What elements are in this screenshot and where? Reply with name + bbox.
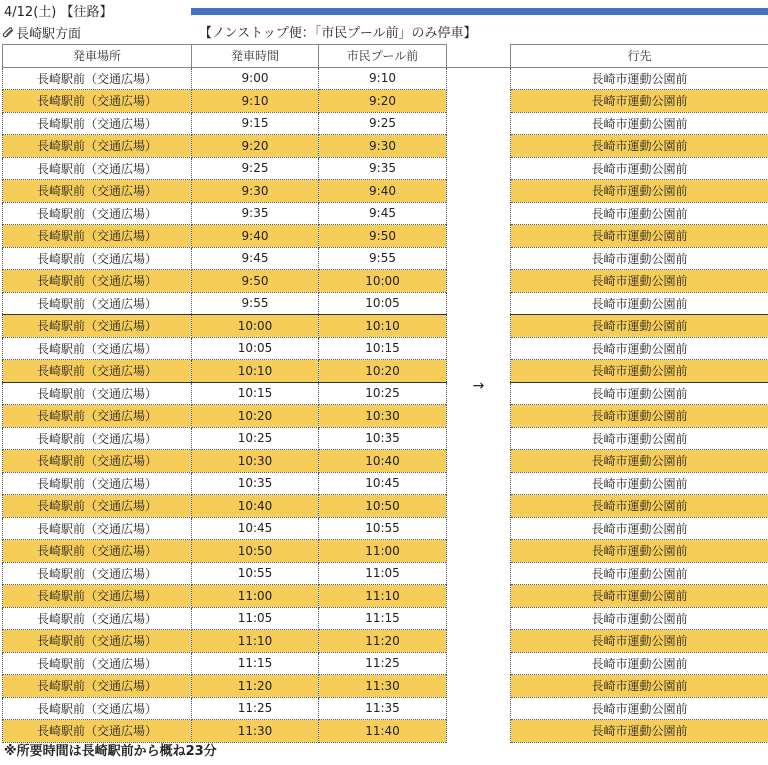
destination-cell: 長崎市運動公園前	[511, 652, 768, 675]
depart-time-cell: 9:40	[192, 225, 319, 248]
destination-cell: 長崎市運動公園前	[511, 517, 768, 540]
origin-cell: 長崎駅前（交通広場）	[3, 585, 192, 608]
arrow-icon: →	[472, 378, 485, 395]
date-route-header	[4, 2, 113, 24]
origin-cell: 長崎駅前（交通広場）	[3, 247, 192, 270]
table-row	[3, 540, 768, 563]
depart-time-cell: 10:25	[192, 427, 319, 450]
origin-cell: 長崎駅前（交通広場）	[3, 720, 192, 743]
table-row	[3, 247, 768, 270]
depart-time-cell: 10:45	[192, 517, 319, 540]
depart-time-cell: 9:15	[192, 112, 319, 135]
origin-cell: 長崎駅前（交通広場）	[3, 157, 192, 180]
origin-cell: 長崎駅前（交通広場）	[3, 517, 192, 540]
depart-time-cell: 10:15	[192, 382, 319, 405]
destination-cell: 長崎市運動公園前	[511, 157, 768, 180]
pool-time-cell: 9:50	[319, 225, 447, 248]
destination-cell: 長崎市運動公園前	[511, 360, 768, 383]
destination-cell: 長崎市運動公園前	[511, 180, 768, 203]
table-row	[3, 67, 768, 90]
pool-time-cell: 10:20	[319, 360, 447, 383]
table-row	[3, 270, 768, 293]
depart-time-cell: 9:35	[192, 202, 319, 225]
depart-time-cell: 11:25	[192, 697, 319, 720]
pool-time-cell: 11:35	[319, 697, 447, 720]
col-blank	[447, 45, 511, 68]
accent-bar	[191, 8, 768, 15]
pool-time-cell: 9:10	[319, 67, 447, 90]
pool-time-cell: 11:30	[319, 675, 447, 698]
pool-time-cell: 10:15	[319, 337, 447, 360]
origin-cell: 長崎駅前（交通広場）	[3, 675, 192, 698]
depart-time-cell: 10:30	[192, 450, 319, 473]
origin-cell: 長崎駅前（交通広場）	[3, 360, 192, 383]
table-row	[3, 337, 768, 360]
table-row	[3, 495, 768, 518]
origin-cell: 長崎駅前（交通広場）	[3, 427, 192, 450]
destination-cell: 長崎市運動公園前	[511, 585, 768, 608]
table-row	[3, 427, 768, 450]
pool-time-cell: 10:00	[319, 270, 447, 293]
destination-cell: 長崎市運動公園前	[511, 675, 768, 698]
table-row	[3, 630, 768, 653]
timetable-body	[3, 67, 768, 742]
table-row	[3, 562, 768, 585]
origin-cell: 長崎駅前（交通広場）	[3, 630, 192, 653]
origin-cell: 長崎駅前（交通広場）	[3, 495, 192, 518]
origin-cell: 長崎駅前（交通広場）	[3, 697, 192, 720]
depart-time-cell: 11:10	[192, 630, 319, 653]
depart-time-cell: 9:30	[192, 180, 319, 203]
depart-time-cell: 9:25	[192, 157, 319, 180]
depart-time-cell: 10:10	[192, 360, 319, 383]
pool-time-cell: 10:40	[319, 450, 447, 473]
table-row	[3, 112, 768, 135]
destination-cell: 長崎市運動公園前	[511, 630, 768, 653]
nonstop-note: 【ノンストップ便：「市民プール前」のみ停車】	[199, 26, 477, 41]
destination-cell: 長崎市運動公園前	[511, 382, 768, 405]
origin-cell: 長崎駅前（交通広場）	[3, 607, 192, 630]
arrow-column	[447, 67, 511, 742]
origin-cell: 長崎駅前（交通広場）	[3, 562, 192, 585]
header-row	[3, 45, 768, 68]
destination-cell: 長崎市運動公園前	[511, 292, 768, 315]
destination-cell: 長崎市運動公園前	[511, 337, 768, 360]
origin-cell: 長崎駅前（交通広場）	[3, 652, 192, 675]
destination-cell: 長崎市運動公園前	[511, 540, 768, 563]
table-row	[3, 585, 768, 608]
depart-time-cell: 11:15	[192, 652, 319, 675]
destination-cell: 長崎市運動公園前	[511, 720, 768, 743]
pool-time-cell: 10:05	[319, 292, 447, 315]
origin-cell: 長崎駅前（交通広場）	[3, 90, 192, 113]
route-label: 【往路】	[60, 5, 113, 20]
pool-time-cell: 9:35	[319, 157, 447, 180]
depart-time-cell: 10:05	[192, 337, 319, 360]
pool-time-cell: 11:15	[319, 607, 447, 630]
origin-cell: 長崎駅前（交通広場）	[3, 67, 192, 90]
pool-time-cell: 11:10	[319, 585, 447, 608]
pool-time-cell: 9:55	[319, 247, 447, 270]
origin-cell: 長崎駅前（交通広場）	[3, 202, 192, 225]
depart-time-cell: 10:20	[192, 405, 319, 428]
depart-time-cell: 11:00	[192, 585, 319, 608]
destination-cell: 長崎市運動公園前	[511, 270, 768, 293]
pool-time-cell: 9:20	[319, 90, 447, 113]
destination-cell: 長崎市運動公園前	[511, 90, 768, 113]
table-row	[3, 360, 768, 383]
depart-time-cell: 10:50	[192, 540, 319, 563]
origin-cell: 長崎駅前（交通広場）	[3, 405, 192, 428]
depart-time-cell: 10:40	[192, 495, 319, 518]
date-label: 4/12(土)	[4, 5, 57, 20]
pool-time-cell: 11:20	[319, 630, 447, 653]
depart-time-cell: 9:20	[192, 135, 319, 158]
direction-heading	[2, 24, 81, 44]
table-row	[3, 675, 768, 698]
col-depart-time: 発車時間	[192, 45, 319, 68]
table-row	[3, 292, 768, 315]
depart-time-cell: 10:55	[192, 562, 319, 585]
origin-cell: 長崎駅前（交通広場）	[3, 135, 192, 158]
paperclip-icon	[2, 24, 15, 44]
destination-cell: 長崎市運動公園前	[511, 472, 768, 495]
depart-time-cell: 9:55	[192, 292, 319, 315]
pool-time-cell: 10:25	[319, 382, 447, 405]
origin-cell: 長崎駅前（交通広場）	[3, 112, 192, 135]
pool-time-cell: 10:55	[319, 517, 447, 540]
timetable	[2, 44, 768, 743]
table-row	[3, 180, 768, 203]
destination-cell: 長崎市運動公園前	[511, 135, 768, 158]
table-row	[3, 517, 768, 540]
destination-cell: 長崎市運動公園前	[511, 202, 768, 225]
depart-time-cell: 10:35	[192, 472, 319, 495]
destination-cell: 長崎市運動公園前	[511, 67, 768, 90]
pool-time-cell: 11:40	[319, 720, 447, 743]
destination-cell: 長崎市運動公園前	[511, 562, 768, 585]
table-row	[3, 157, 768, 180]
destination-cell: 長崎市運動公園前	[511, 112, 768, 135]
destination-cell: 長崎市運動公園前	[511, 450, 768, 473]
table-row	[3, 90, 768, 113]
origin-cell: 長崎駅前（交通広場）	[3, 472, 192, 495]
origin-cell: 長崎駅前（交通広場）	[3, 270, 192, 293]
pool-time-cell: 11:00	[319, 540, 447, 563]
destination-cell: 長崎市運動公園前	[511, 427, 768, 450]
table-row	[3, 720, 768, 743]
destination-cell: 長崎市運動公園前	[511, 315, 768, 338]
table-row	[3, 382, 768, 405]
destination-cell: 長崎市運動公園前	[511, 607, 768, 630]
pool-time-cell: 11:05	[319, 562, 447, 585]
origin-cell: 長崎駅前（交通広場）	[3, 180, 192, 203]
destination-cell: 長崎市運動公園前	[511, 697, 768, 720]
destination-cell: 長崎市運動公園前	[511, 495, 768, 518]
pool-time-cell: 9:25	[319, 112, 447, 135]
depart-time-cell: 9:10	[192, 90, 319, 113]
depart-time-cell: 9:00	[192, 67, 319, 90]
depart-time-cell: 9:50	[192, 270, 319, 293]
col-origin: 発車場所	[3, 45, 192, 68]
destination-cell: 長崎市運動公園前	[511, 247, 768, 270]
pool-time-cell: 10:45	[319, 472, 447, 495]
pool-time-cell: 11:25	[319, 652, 447, 675]
table-row	[3, 607, 768, 630]
table-row	[3, 652, 768, 675]
depart-time-cell: 11:30	[192, 720, 319, 743]
pool-time-cell: 10:35	[319, 427, 447, 450]
origin-cell: 長崎駅前（交通広場）	[3, 540, 192, 563]
col-destination: 行先	[511, 45, 768, 68]
col-pool: 市民プール前	[319, 45, 447, 68]
table-row	[3, 697, 768, 720]
footnote: ※所要時間は長崎駅前から概ね23分	[4, 744, 217, 759]
table-row	[3, 135, 768, 158]
table-row	[3, 202, 768, 225]
pool-time-cell: 10:10	[319, 315, 447, 338]
origin-cell: 長崎駅前（交通広場）	[3, 292, 192, 315]
pool-time-cell: 10:30	[319, 405, 447, 428]
origin-cell: 長崎駅前（交通広場）	[3, 225, 192, 248]
table-row	[3, 450, 768, 473]
origin-cell: 長崎駅前（交通広場）	[3, 315, 192, 338]
destination-cell: 長崎市運動公園前	[511, 405, 768, 428]
table-row	[3, 225, 768, 248]
origin-cell: 長崎駅前（交通広場）	[3, 337, 192, 360]
depart-time-cell: 11:20	[192, 675, 319, 698]
depart-time-cell: 11:05	[192, 607, 319, 630]
depart-time-cell: 10:00	[192, 315, 319, 338]
table-row	[3, 472, 768, 495]
table-row	[3, 405, 768, 428]
origin-cell: 長崎駅前（交通広場）	[3, 382, 192, 405]
direction-label: 長崎駅方面	[16, 27, 82, 42]
pool-time-cell: 10:50	[319, 495, 447, 518]
table-row	[3, 315, 768, 338]
pool-time-cell: 9:40	[319, 180, 447, 203]
pool-time-cell: 9:45	[319, 202, 447, 225]
origin-cell: 長崎駅前（交通広場）	[3, 450, 192, 473]
destination-cell: 長崎市運動公園前	[511, 225, 768, 248]
pool-time-cell: 9:30	[319, 135, 447, 158]
depart-time-cell: 9:45	[192, 247, 319, 270]
